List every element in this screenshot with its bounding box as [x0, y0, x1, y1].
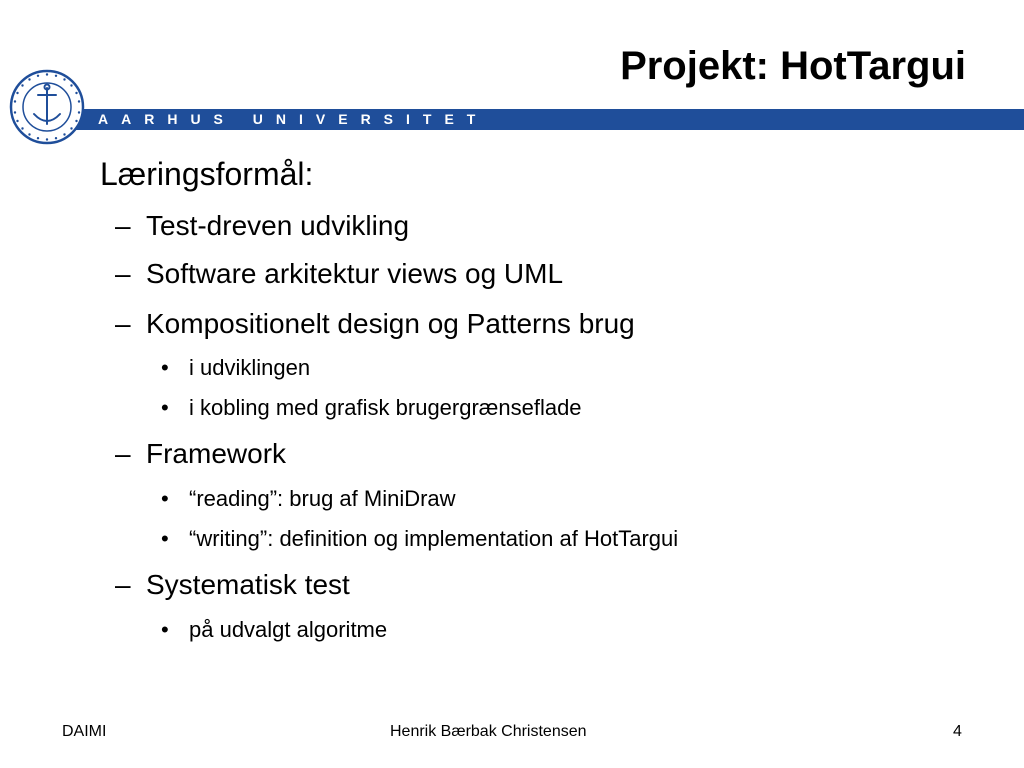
- body-heading: Læringsformål:: [100, 156, 314, 192]
- list-item-text: Framework: [146, 438, 287, 469]
- page-number: 4: [953, 723, 962, 740]
- dash-bullet: –: [115, 258, 131, 289]
- dash-bullet: –: [115, 438, 131, 469]
- sub-list-item-text: i kobling med grafisk brugergrænseflade: [189, 395, 582, 420]
- sub-list-item-text: “writing”: definition og implementation af HotTargui: [189, 526, 679, 551]
- list-item-text: Kompositionelt design og Patterns brug: [146, 308, 635, 339]
- bullet-dot: •: [161, 486, 169, 511]
- footer-left: DAIMI: [62, 723, 107, 740]
- sub-list-item-text: på udvalgt algoritme: [189, 617, 388, 642]
- sub-list-item-text: “reading”: brug af MiniDraw: [189, 486, 456, 511]
- slide-title: Projekt: HotTargui: [620, 44, 966, 88]
- university-name: AARHUS UNIVERSITET: [98, 111, 489, 127]
- bullet-dot: •: [161, 395, 169, 420]
- list-item-text: Software arkitektur views og UML: [146, 258, 564, 289]
- dash-bullet: –: [115, 308, 131, 339]
- list-item-text: Systematisk test: [146, 569, 350, 600]
- bullet-dot: •: [161, 617, 169, 642]
- list-item-text: Test-dreven udvikling: [146, 210, 410, 241]
- dash-bullet: –: [115, 569, 131, 600]
- sub-list-item-text: i udviklingen: [189, 355, 311, 380]
- dash-bullet: –: [115, 210, 131, 241]
- bullet-dot: •: [161, 355, 169, 380]
- footer-author: Henrik Bærbak Christensen: [390, 723, 587, 740]
- bullet-dot: •: [161, 526, 169, 551]
